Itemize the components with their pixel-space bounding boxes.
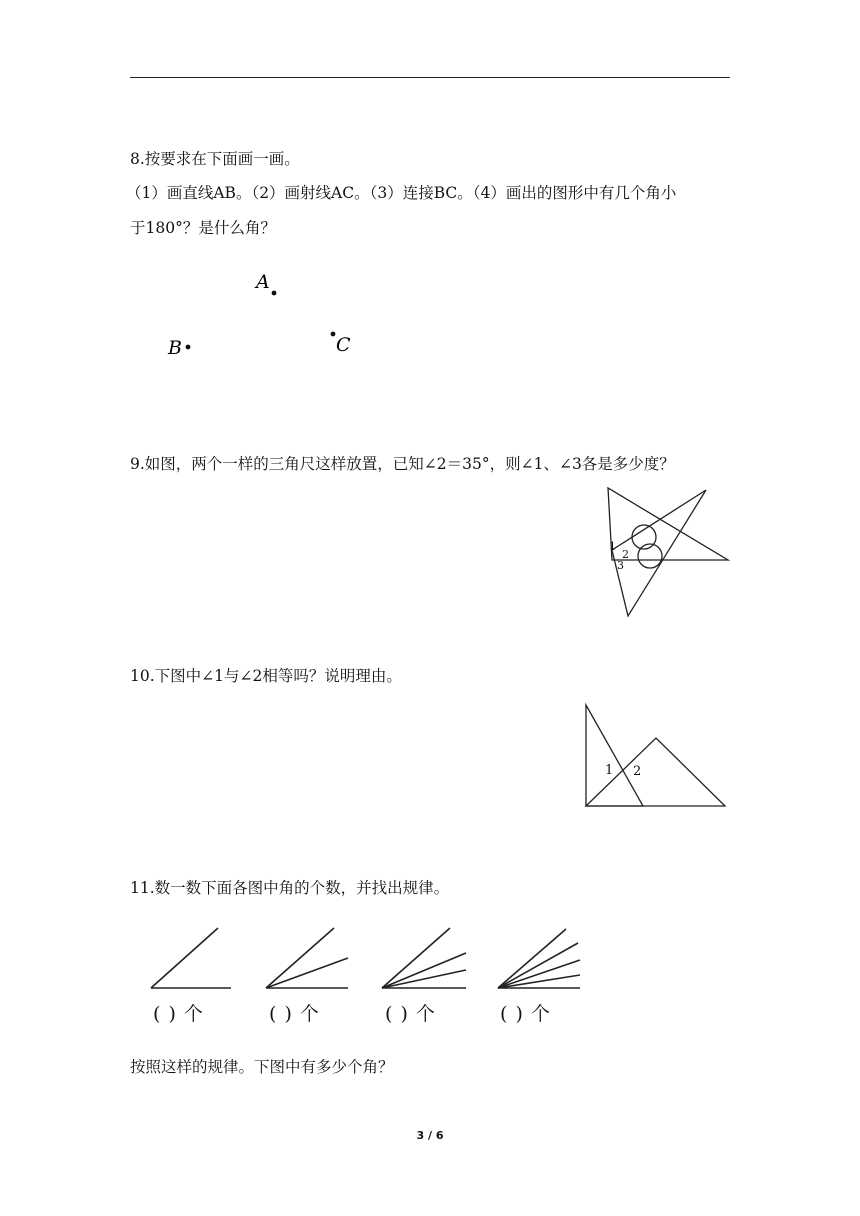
- question-10-title: 10.下图中∠1与∠2相等吗？说明理由。: [130, 667, 402, 685]
- answer-blank-1: ( ) 个: [153, 1003, 204, 1025]
- ray: [382, 970, 466, 988]
- answer-blank-4: ( ) 个: [500, 1003, 551, 1025]
- point-a: [272, 291, 277, 296]
- question-10-figure: [583, 702, 728, 808]
- header-rule: [130, 77, 730, 78]
- point-c: [331, 332, 336, 337]
- point-b: [186, 345, 191, 350]
- angle-figure-4: [498, 925, 588, 995]
- angle-figure-1: [151, 925, 241, 995]
- ray: [266, 928, 334, 988]
- point-a-label: A: [256, 271, 270, 293]
- angle-1-label: 1: [609, 540, 616, 553]
- angle-1-label: 1: [605, 763, 614, 778]
- angle-2-label: 2: [622, 548, 629, 561]
- angle-figure-2: [266, 925, 356, 995]
- ray: [382, 928, 450, 988]
- answer-blank-2: ( ) 个: [269, 1003, 320, 1025]
- question-8-figure: [150, 260, 370, 380]
- question-9-figure: [600, 486, 730, 621]
- question-11-followup: 按照这样的规律。下图中有多少个角？: [130, 1058, 394, 1076]
- angle-2-label: 2: [633, 764, 642, 779]
- question-11-title: 11.数一数下面各图中角的个数，并找出规律。: [130, 879, 450, 897]
- answer-blank-3: ( ) 个: [385, 1003, 436, 1025]
- page-number: 3 / 6: [416, 1129, 444, 1142]
- question-8-instructions: （1）画直线AB。（2）画射线AC。（3）连接BC。（4）画出的图形中有几个角小: [126, 184, 677, 202]
- angle-3-label: 3: [617, 559, 624, 572]
- ray: [266, 958, 348, 988]
- ray: [151, 928, 218, 988]
- point-c-label: C: [336, 334, 351, 356]
- question-8-title: 8.按要求在下面画一画。: [130, 150, 300, 168]
- right-triangle: [586, 705, 643, 806]
- point-b-label: B: [168, 337, 182, 359]
- ray: [382, 953, 466, 988]
- question-8-instructions-cont: 于180°？是什么角？: [130, 219, 276, 237]
- angle-figure-3: [382, 925, 472, 995]
- question-9-title: 9.如图，两个一样的三角尺这样放置，已知∠2＝35°，则∠1、∠3各是多少度？: [130, 455, 675, 473]
